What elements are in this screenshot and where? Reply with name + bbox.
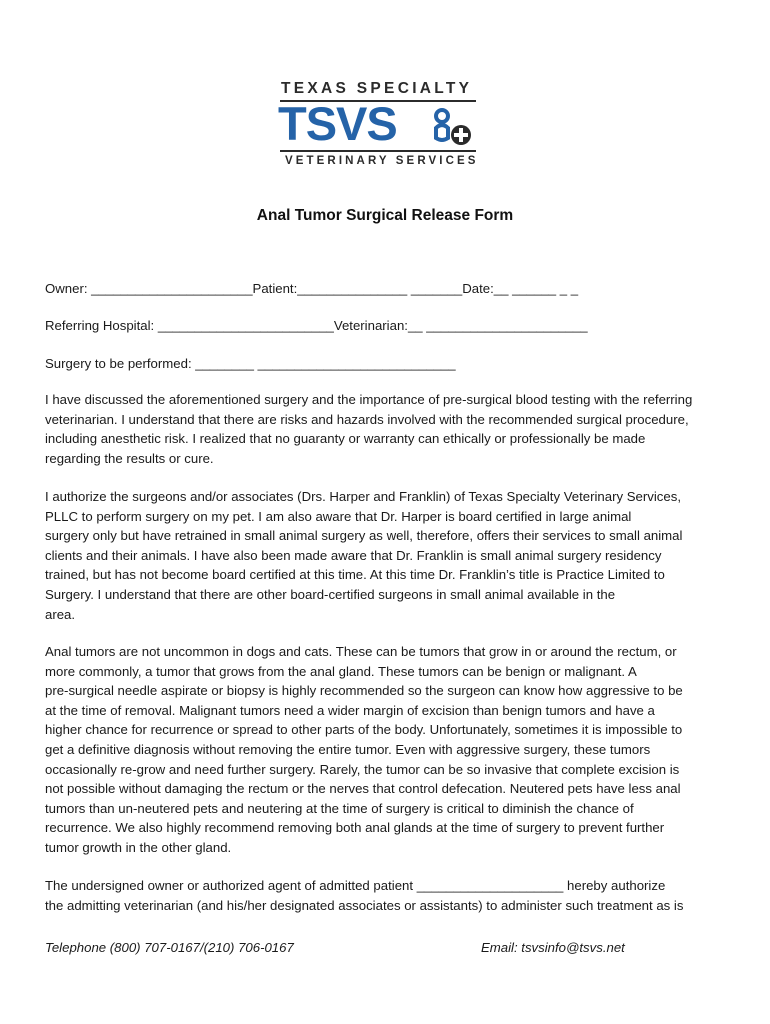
text-line: at the time of removal. Malignant tumors need a wider margin of excision than benign tumors and have a <box>45 702 655 718</box>
surgery-line: Surgery to be performed: ________ ___________________________ <box>45 356 456 371</box>
text-line: veterinarian. I understand that there are risks and hazards involved with the recommended surgical procedure, <box>45 411 689 427</box>
text-line: more commonly, a tumor that grows from the anal gland. These tumors can be benign or malignant. A <box>45 663 637 679</box>
logo-bottom-text: VETERINARY SERVICES <box>285 155 479 167</box>
logo-top-text: TEXAS SPECIALTY <box>281 80 473 97</box>
paragraph-risks <box>45 390 735 468</box>
text-line: higher chance for recurrence or spread to other parts of the body. Unfortunately, sometimes it is impossible to <box>45 722 683 738</box>
logo-main-text: TSVS <box>278 97 397 150</box>
logo-bottom-rule <box>280 150 476 152</box>
text-line: tumors than un-neutered pets and neutering at the time of surgery is critical to diminish the chance of <box>45 800 634 816</box>
text-line: recurrence. We also highly recommend removing both anal glands at the time of surgery to prevent further <box>45 820 665 836</box>
text-line: pre-surgical needle aspirate or biopsy is highly recommended so the surgeon can know how aggressive to be <box>45 683 683 699</box>
text-line: surgery only but have retrained in small animal surgery as well, therefore, offers their services to small animal <box>45 528 683 544</box>
form-title: Anal Tumor Surgical Release Form <box>256 207 514 224</box>
text-line: Anal tumors are not uncommon in dogs and cats. These can be tumors that grow in or around the rectum, or <box>45 644 677 659</box>
paragraph-authorization <box>45 487 735 624</box>
text-line: the admitting veterinarian (and his/her designated associates or assistants) to administer such treatment as is <box>45 897 684 913</box>
text-line: get a definitive diagnosis without removing the entire tumor. Even with aggressive surgery, these tumors <box>45 741 651 757</box>
tsvs-logo <box>278 80 478 172</box>
text-line: not possible without damaging the rectum or the nerves that control defecation. Neutered pets have less anal <box>45 781 681 797</box>
footer-email: Email: tsvsinfo@tsvs.net <box>481 940 625 955</box>
hospital-veterinarian-line: Referring Hospital: ________________________Veterinarian:__ ______________________ <box>45 318 588 333</box>
text-line: PLLC to perform surgery on my pet. I am also aware that Dr. Harper is board certified in large animal <box>45 508 632 524</box>
text-line: clients and their animals. I have also been made aware that Dr. Franklin is small animal surgery residency <box>45 547 662 563</box>
text-line: The undersigned owner or authorized agent of admitted patient ____________________ hereby authorize <box>45 878 666 893</box>
text-line: including anesthetic risk. I realized that no guaranty or warranty can ethically or professionally be made <box>45 431 646 447</box>
owner-patient-date-line: Owner: ______________________Patient:_______________ _______Date:__ ______ _ _ <box>45 281 579 296</box>
footer-telephone: Telephone (800) 707-0167/(210) 706-0167 <box>45 940 294 955</box>
paragraph-anal-tumors <box>45 642 735 858</box>
text-line: area. <box>45 606 76 622</box>
text-line: Surgery. I understand that there are other board-certified surgeons in small animal available in the <box>45 586 616 602</box>
paw-cross-icon <box>428 104 474 150</box>
text-line: regarding the results or cure. <box>45 450 214 466</box>
text-line: trained, but has not become board certified at this time. At this time Dr. Franklin’s title is Practice Limited to <box>45 567 665 583</box>
text-line: tumor growth in the other gland. <box>45 839 232 855</box>
text-line: I have discussed the aforementioned surgery and the importance of pre-surgical blood testing with the referring <box>45 392 693 407</box>
paragraph-consent <box>45 876 735 915</box>
text-line: I authorize the surgeons and/or associates (Drs. Harper and Franklin) of Texas Specialty Veterinary Services, <box>45 489 681 504</box>
text-line: occasionally re-grow and need further surgery. Rarely, the tumor can be so invasive that complete excision is <box>45 761 680 777</box>
